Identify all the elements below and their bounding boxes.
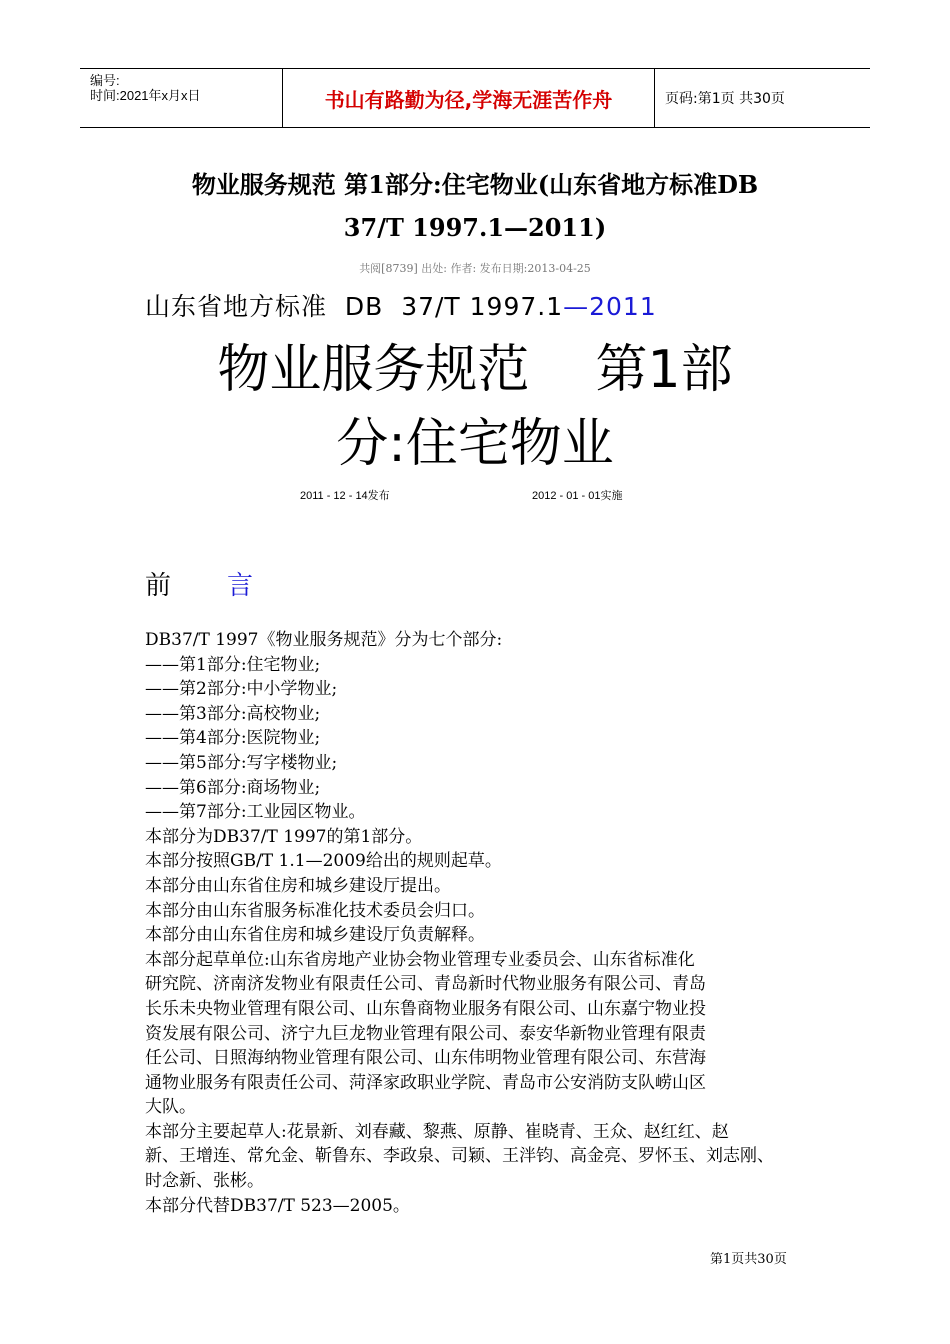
standard-year: —2011 bbox=[563, 292, 657, 321]
body-line: 本部分由山东省住房和城乡建设厅提出。 bbox=[145, 875, 451, 896]
body-line: 本部分代替DB37/T 523—2005。 bbox=[145, 1195, 410, 1216]
main-title-line2: 分:住宅物业 bbox=[336, 414, 614, 474]
implement-date: 2012 - 01 - 01实施 bbox=[532, 490, 623, 502]
body-line: ——第3部分:高校物业; bbox=[145, 703, 321, 724]
body-line: 大队。 bbox=[145, 1097, 196, 1118]
standard-prefix: 山东省地方标准 DB 37/T 1997.1 bbox=[145, 292, 564, 321]
body-line: ——第1部分:住宅物业; bbox=[145, 654, 321, 675]
page-footer: 第1页共30页 bbox=[710, 1252, 787, 1267]
body-line: 本部分按照GB/T 1.1—2009给出的规则起草。 bbox=[145, 851, 502, 872]
body-line: ——第4部分:医院物业; bbox=[145, 728, 321, 749]
body-line: ——第7部分:工业园区物业。 bbox=[145, 802, 366, 823]
body-line: DB37/T 1997《物业服务规范》分为七个部分: bbox=[145, 630, 503, 650]
header-info bbox=[80, 69, 282, 127]
body-line: 本部分由山东省住房和城乡建设厅负责解释。 bbox=[145, 925, 485, 946]
body-line: 时念新、张彬。 bbox=[145, 1171, 264, 1192]
document-title-line2: 37/T 1997.1—2011) bbox=[343, 213, 607, 242]
header-motto bbox=[282, 69, 655, 127]
body-line: 本部分起草单位:山东省房地产业协会物业管理专业委员会、山东省标准化 bbox=[145, 949, 695, 970]
body-line: 资发展有限公司、济宁九巨龙物业管理有限公司、泰安华新物业管理有限责 bbox=[145, 1023, 706, 1044]
preface-char-1: 前 bbox=[145, 571, 172, 601]
time-label: 时间:2021年x月x日 bbox=[90, 88, 201, 103]
body-line: 通物业服务有限责任公司、菏泽家政职业学院、青岛市公安消防支队崂山区 bbox=[145, 1072, 706, 1093]
document-title-line1: 物业服务规范 第1部分:住宅物业(山东省地方标准DB bbox=[191, 170, 759, 199]
number-label: 编号: bbox=[90, 73, 120, 88]
body-line: 新、王增连、常允金、靳鲁东、李政泉、司颖、王泮钧、高金亮、罗怀玉、刘志刚、 bbox=[145, 1146, 774, 1167]
header-page-info bbox=[655, 69, 870, 127]
preface-char-2: 言 bbox=[227, 571, 254, 601]
article-meta: 共阅[8739] 出处: 作者: 发布日期:2013-04-25 bbox=[359, 262, 591, 275]
standard-number bbox=[145, 287, 657, 323]
page-info-text: 页码:第1页 共30页 bbox=[665, 91, 785, 107]
motto-text: 书山有路勤为径,学海无涯苦作舟 bbox=[324, 87, 613, 112]
page-header bbox=[80, 68, 870, 128]
body-line: 任公司、日照海纳物业管理有限公司、山东伟明物业管理有限公司、东营海 bbox=[145, 1048, 706, 1069]
body-line: 本部分主要起草人:花景新、刘春藏、黎燕、原静、崔晓青、王众、赵红红、赵 bbox=[145, 1121, 729, 1142]
body-line: 本部分为DB37/T 1997的第1部分。 bbox=[145, 826, 423, 847]
body-line: ——第2部分:中小学物业; bbox=[145, 679, 338, 700]
body-line: 本部分由山东省服务标准化技术委员会归口。 bbox=[145, 900, 485, 921]
preface-heading bbox=[145, 565, 253, 602]
preface-body bbox=[145, 628, 825, 1218]
body-line: ——第5部分:写字楼物业; bbox=[145, 752, 338, 773]
body-line: 长乐未央物业管理有限公司、山东鲁商物业服务有限公司、山东嘉宁物业投 bbox=[145, 998, 706, 1019]
body-line: ——第6部分:商场物业; bbox=[145, 777, 321, 798]
body-line: 研究院、济南济发物业有限责任公司、青岛新时代物业服务有限公司、青岛 bbox=[145, 974, 706, 995]
publish-date: 2011 - 12 - 14发布 bbox=[300, 490, 390, 502]
main-title-line1: 物业服务规范 第1部 bbox=[217, 340, 733, 400]
